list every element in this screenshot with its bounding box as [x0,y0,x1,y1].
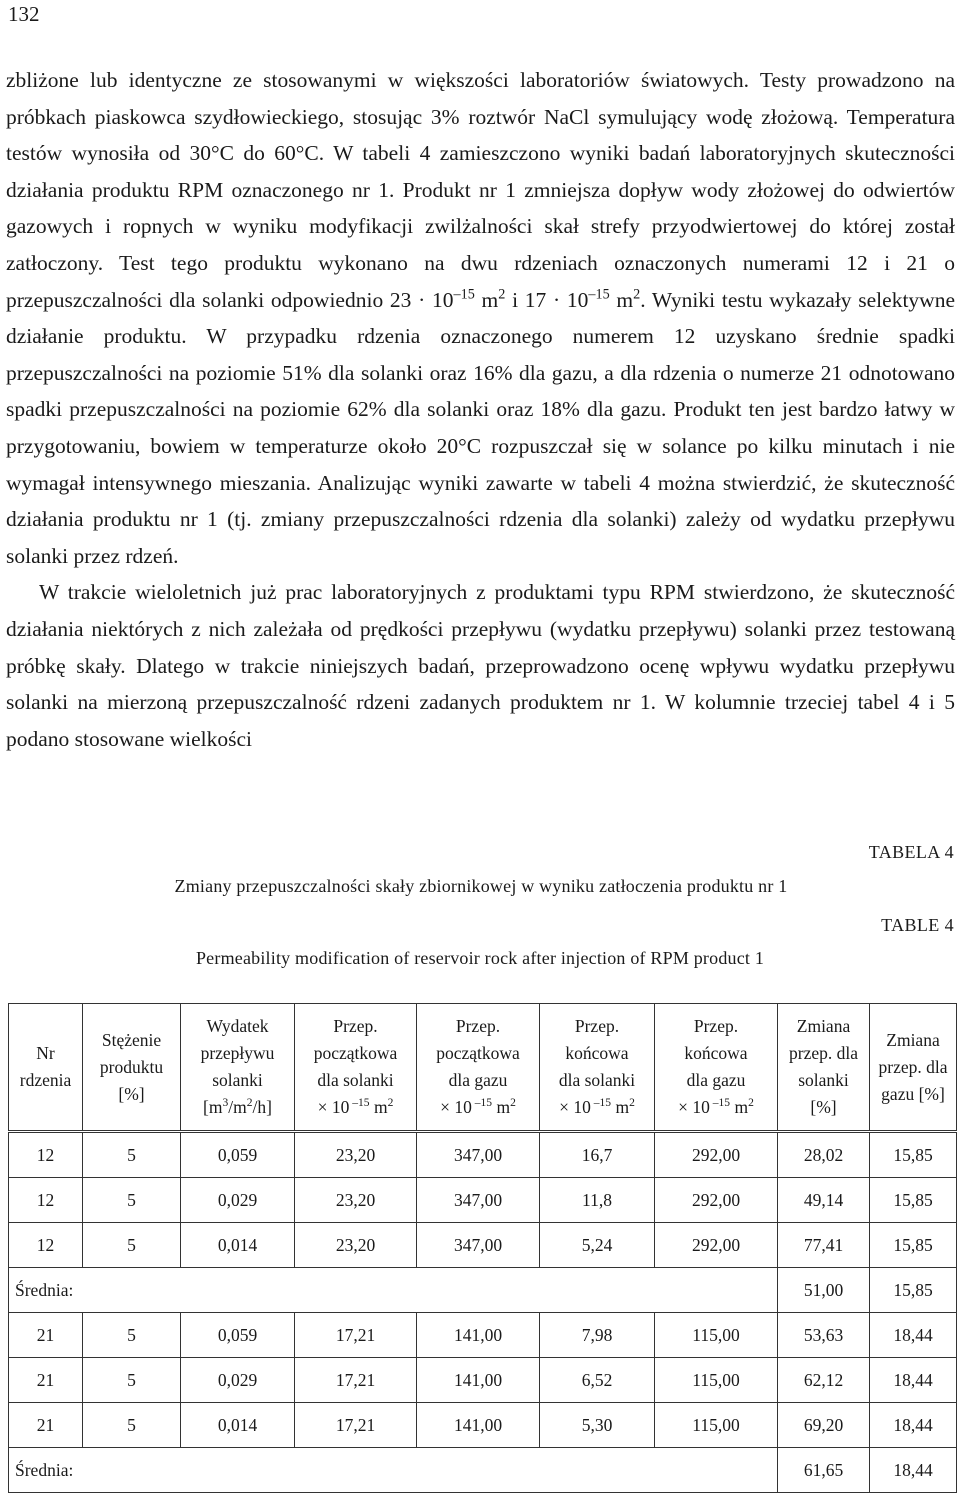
superscript: 2 [748,1097,754,1110]
table-cell: 347,00 [417,1178,540,1223]
table-row [9,1358,957,1403]
table-cell: 292,00 [655,1132,778,1178]
table-cell: 347,00 [417,1223,540,1268]
table-cell: 0,059 [181,1132,295,1178]
average-value: 51,00 [778,1268,870,1313]
header-line: dla gazu [448,1070,508,1090]
table-cell: 115,00 [655,1313,778,1358]
body-text [6,62,955,757]
header-line: przep. dla [789,1043,858,1063]
header-unit [655,1094,777,1121]
table-caption-pl: Zmiany przepuszczalności skały zbiornikowej w wyniku zatłoczenia produktu nr 1 [174,876,788,896]
text-run: m [609,287,634,312]
table-cell: 15,85 [870,1178,957,1223]
column-header [655,1004,778,1132]
header-line: Stężenie [101,1029,162,1050]
header-line: dla gazu [686,1070,746,1090]
table-cell: 0,014 [181,1403,295,1448]
table-cell: 17,21 [295,1403,417,1448]
text-run: m [474,287,499,312]
table-cell: 5,30 [540,1403,655,1448]
column-header [417,1004,540,1132]
table-row [9,1178,957,1223]
text-run: . Wyniki testu wykazały selektywne działanie produktu. W przypadku rdzenia oznaczonego numerem 12 uzyskano średnie spadki przepuszczalności na poziomie 51% dla solanki oraz 16% dla gazu, a dla rdzenia o numerze 21 odnotowano spadki przepuszczalności na poziomie 62% dla solanki oraz 18% dla gazu. Produkt ten jest bardzo łatwy w przygotowaniu, bowiem w temperaturze około 20°C rozpuszczał się w solance po kilku minutach i nie wymagał intensywnego mieszania. Analizując wyniki zawarte w tabeli 4 można stwierdzić, że skuteczność działania produktu nr 1 (tj. zmiany przepuszczalności rdzenia dla solanki) zależy od wydatku przepływu solanki przez rdzeń. [6,287,955,568]
table-caption-en: Permeability modification of reservoir rock after injection of RPM product 1 [195,948,765,968]
superscript: 3 [222,1097,229,1110]
header-line: początkowa [436,1043,520,1063]
superscript: –15 [349,1097,370,1110]
table-cell: 77,41 [778,1223,870,1268]
text-run: m [369,1097,388,1117]
text-run: × 10 [317,1097,350,1117]
header-line: Zmiana [796,1016,851,1036]
superscript: –15 [588,286,610,303]
header-line: końcowa [565,1043,629,1063]
header-line: dla solanki [317,1070,394,1090]
column-header [540,1004,655,1132]
header-unit [181,1094,294,1121]
text-run: /h] [252,1097,272,1117]
header-line: rdzenia [19,1070,72,1090]
table-cell: 0,029 [181,1178,295,1223]
average-label: Średnia: [9,1268,778,1313]
superscript: –15 [709,1097,731,1110]
table-cell: 62,12 [778,1358,870,1403]
table-cell: 17,21 [295,1358,417,1403]
column-header [181,1004,295,1132]
text-run: [m [203,1097,223,1117]
average-row [9,1448,957,1493]
paragraph [6,62,955,574]
table-cell: 0,059 [181,1313,295,1358]
superscript: –15 [471,1097,493,1110]
table-cell: 21 [9,1358,83,1403]
header-line: solanki [212,1070,263,1090]
table-cell: 23,20 [295,1223,417,1268]
average-label: Średnia: [9,1448,778,1493]
table-cell: 28,02 [778,1132,870,1178]
header-line: początkowa [313,1043,398,1063]
column-header [295,1004,417,1132]
table-row [9,1223,957,1268]
header-line: Przep. [574,1016,620,1036]
table-cell: 17,21 [295,1313,417,1358]
text-run: i 17 · 10 [505,287,589,312]
table-cell: 5 [83,1132,181,1178]
table-cell: 49,14 [778,1178,870,1223]
table-cell: 115,00 [655,1403,778,1448]
header-line: przepływu [200,1043,275,1063]
superscript: 2 [498,286,506,303]
header-line: Nr [36,1043,55,1063]
table-cell: 141,00 [417,1313,540,1358]
table-cell: 141,00 [417,1403,540,1448]
text-run: × 10 [559,1097,591,1117]
table-cell: 7,98 [540,1313,655,1358]
header-line: dla solanki [558,1070,636,1090]
table-cell: 5 [83,1178,181,1223]
table-cell: 23,20 [295,1178,417,1223]
table-label-en: TABLE 4 [881,915,954,935]
superscript: –15 [453,286,475,303]
text-run: /m [228,1097,247,1117]
column-header [83,1004,181,1132]
table-cell: 69,20 [778,1403,870,1448]
header-line: gazu [%] [881,1083,945,1104]
average-value: 61,65 [778,1448,870,1493]
table-cell: 292,00 [655,1223,778,1268]
table-cell: 18,44 [870,1313,957,1358]
table-cell: 21 [9,1313,83,1358]
table-cell: 18,44 [870,1358,957,1403]
superscript: 2 [387,1097,394,1110]
table-row [9,1132,957,1178]
table-cell: 12 [9,1223,83,1268]
table-cell: 16,7 [540,1132,655,1178]
text-run: m [492,1097,511,1117]
header-line: końcowa [684,1043,748,1063]
average-row [9,1268,957,1313]
header-line: Wydatek [206,1016,269,1036]
table-cell: 141,00 [417,1358,540,1403]
header-line: [%] [118,1083,145,1104]
header-line: Przep. [333,1016,378,1036]
table-cell: 292,00 [655,1178,778,1223]
superscript: 2 [629,1097,635,1110]
text-run: W trakcie wieloletnich już prac laboratoryjnych z produktami typu RPM stwierdzono, że skuteczność działania niektórych z nich zależała od prędkości przepływu (wydatku przepływu) solanki przez testowaną próbkę skały. Dlatego w trakcie niniejszych badań, przeprowadzono ocenę wpływu wydatku przepływu solanki na mierzoną przepuszczalność rdzeni zadanych produktem nr 1. W kolumnie trzeciej tabel 4 i 5 podano stosowane wielkości [6,580,955,751]
header-line: Zmiana [886,1029,940,1050]
column-header [870,1004,957,1132]
table-cell: 0,014 [181,1223,295,1268]
table-cell: 21 [9,1403,83,1448]
text-run: × 10 [440,1097,472,1117]
table-cell: 23,20 [295,1132,417,1178]
table-cell: 5 [83,1223,181,1268]
average-value: 18,44 [870,1448,957,1493]
header-line: Przep. [455,1016,501,1036]
table-cell: 347,00 [417,1132,540,1178]
table-cell: 53,63 [778,1313,870,1358]
table-cell: 5,24 [540,1223,655,1268]
table-cell: 6,52 [540,1358,655,1403]
table-row [9,1313,957,1358]
table-body [9,1132,957,1493]
table-cell: 11,8 [540,1178,655,1223]
header-line: [%] [810,1097,837,1117]
permeability-table [8,1003,957,1493]
superscript: 2 [510,1097,516,1110]
average-value: 15,85 [870,1268,957,1313]
header-line: przep. dla [878,1056,948,1077]
table-cell: 15,85 [870,1223,957,1268]
table-cell: 5 [83,1403,181,1448]
page-number: 132 [8,2,40,26]
superscript: 2 [633,286,641,303]
table-cell: 18,44 [870,1403,957,1448]
superscript: –15 [590,1097,612,1110]
table-cell: 5 [83,1358,181,1403]
table-cell: 12 [9,1178,83,1223]
header-line: solanki [798,1070,849,1090]
header-unit [295,1094,416,1121]
header-unit [417,1094,539,1121]
text-run: × 10 [678,1097,710,1117]
table-cell: 115,00 [655,1358,778,1403]
paragraph [6,574,955,757]
column-header [778,1004,870,1132]
header-line: produktu [99,1056,164,1077]
text-run: m [730,1097,749,1117]
text-run: m [611,1097,630,1117]
table-row [9,1403,957,1448]
table-label-pl: TABELA 4 [868,842,954,862]
superscript: 2 [246,1097,253,1110]
header-unit [540,1094,654,1121]
table-cell: 0,029 [181,1358,295,1403]
column-header [9,1004,83,1132]
table-header-row [9,1004,957,1132]
text-run: zbliżone lub identyczne ze stosowanymi w większości laboratoriów światowych. Testy prowadzono na próbkach piaskowca szydłowieckiego, stosując 3% roztwór NaCl symulujący wodę złożową. Temperatura testów wynosiła od 30°C do 60°C. W tabeli 4 zamieszczono wyniki badań laboratoryjnych skuteczności działania produktu RPM oznaczonego nr 1. Produkt nr 1 zmniejsza dopływ wody złożowej do odwiertów gazowych i ropnych w wyniku modyfikacji zwilżalności skał strefy przyodwiertowej do której został zatłoczony. Test tego produktu wykonano na dwu rdzeniach oznaczonych numerami 12 i 21 o przepuszczalności dla solanki odpowiednio 23 · 10 [6,68,955,312]
header-line: Przep. [693,1016,739,1036]
table-cell: 5 [83,1313,181,1358]
table-cell: 12 [9,1132,83,1178]
table-cell: 15,85 [870,1132,957,1178]
